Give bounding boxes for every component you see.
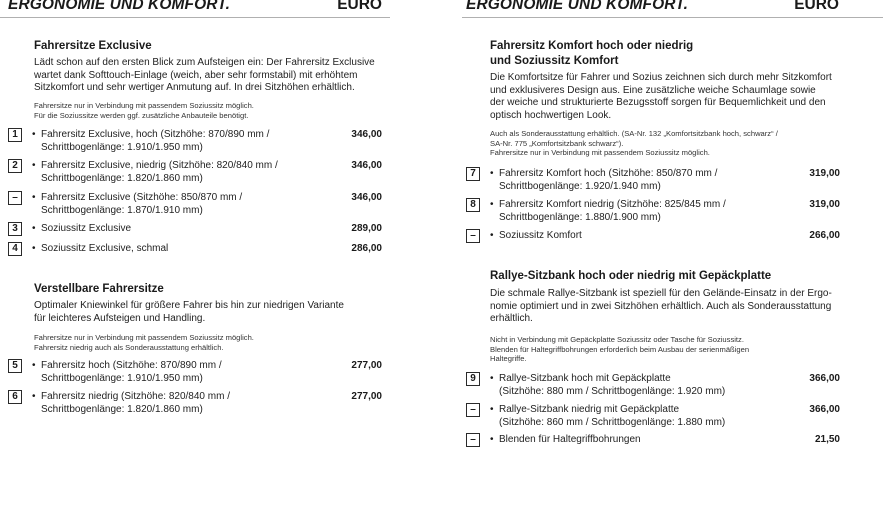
list-item: [466, 372, 840, 402]
item-price: 289,00: [351, 223, 382, 234]
bullet: •: [490, 404, 494, 415]
page-title: ERGONOMIE UND KOMFORT.: [8, 0, 231, 13]
right-column: [462, 0, 883, 445]
list-item: [466, 403, 840, 433]
section-note: Nicht in Verbindung mit Gepäckplatte Soziussitz oder Tasche für Soziussitz. Blenden für Haltegriffbohrungen erforderlich beim Ausbau der serienmäßigen Haltegriffe.: [490, 335, 750, 364]
bullet: •: [32, 243, 36, 254]
item-number-badge: –: [466, 229, 480, 243]
item-price: 277,00: [351, 360, 382, 371]
item-number-badge: 4: [8, 242, 22, 256]
bullet: •: [32, 192, 36, 203]
bullet: •: [32, 391, 36, 402]
list-item: [8, 191, 382, 221]
currency-label: EURO: [337, 0, 382, 13]
item-price: 366,00: [809, 373, 840, 384]
item-number-badge: 8: [466, 198, 480, 212]
section-description: Die Komfortsitze für Fahrer und Sozius zeichnen sich durch mehr Sitzkomfort und exklusiveres Design aus. Eine zusätzliche weiche Schaumlage sowie der weiche und strukturierte Bezugsstoff sorgen für Bequemlichkeit und den optisch hochwertigen Look.: [490, 72, 832, 121]
list-item: [8, 390, 382, 420]
item-description: Fahrersitz Exclusive, hoch (Sitzhöhe: 870/890 mm / Schrittbogenlänge: 1.910/1.950 mm): [41, 129, 270, 154]
item-number-badge: –: [466, 403, 480, 417]
item-price: 346,00: [351, 160, 382, 171]
item-number-badge: –: [466, 433, 480, 447]
item-description: Fahrersitz Komfort hoch (Sitzhöhe: 850/870 mm / Schrittbogenlänge: 1.920/1.940 mm): [499, 168, 718, 193]
bullet: •: [490, 168, 494, 179]
item-price: 277,00: [351, 391, 382, 402]
item-price: 319,00: [809, 168, 840, 179]
section-description: Die schmale Rallye-Sitzbank ist speziell für den Gelände-Einsatz in der Ergo- nomie optimiert und in zwei Sitzhöhen erhältlich. Auch als Sonderausstattung erhältlich.: [490, 288, 832, 325]
list-item: [466, 167, 840, 197]
bullet: •: [32, 223, 36, 234]
list-item: [466, 198, 840, 228]
item-price: 319,00: [809, 199, 840, 210]
bullet: •: [32, 129, 36, 140]
item-price: 21,50: [814, 434, 840, 445]
item-price: 346,00: [351, 192, 382, 203]
item-description: Fahrersitz hoch (Sitzhöhe: 870/890 mm / Schrittbogenlänge: 1.910/1.950 mm): [41, 360, 222, 385]
item-description: Fahrersitz Exclusive, niedrig (Sitzhöhe: 820/840 mm / Schrittbogenlänge: 1.820/1.860 mm): [41, 160, 278, 185]
item-description: Fahrersitz Komfort niedrig (Sitzhöhe: 825/845 mm / Schrittbogenlänge: 1.880/1.900 mm): [499, 199, 726, 224]
item-description: Fahrersitz niedrig (Sitzhöhe: 820/840 mm / Schrittbogenlänge: 1.820/1.860 mm): [41, 391, 230, 416]
item-price: 366,00: [809, 404, 840, 415]
section-title-rallye-sitzbank: Rallye-Sitzbank hoch oder niedrig mit Gepäckplatte: [490, 270, 772, 282]
bullet: •: [32, 160, 36, 171]
section-title-fahrersitze-exclusive: Fahrersitze Exclusive: [34, 40, 152, 52]
bullet: •: [490, 434, 494, 445]
item-description: Fahrersitz Exclusive (Sitzhöhe: 850/870 mm / Schrittbogenlänge: 1.870/1.910 mm): [41, 192, 243, 217]
bullet: •: [490, 230, 494, 241]
list-item: [8, 242, 382, 272]
item-number-badge: 5: [8, 359, 22, 373]
list-item: [466, 229, 840, 259]
section-description: Optimaler Kniewinkel für größere Fahrer bis hin zur niedrigen Variante für leichteres Aufsteigen und Handling.: [34, 300, 344, 324]
list-item: [8, 128, 382, 158]
left-column: [0, 0, 390, 416]
section-note: Auch als Sonderausstattung erhältlich. (SA-Nr. 132 „Komfortsitzbank hoch, schwarz“ / SA-Nr. 775 „Komfortsitzbank schwarz“). Fahrersitze nur in Verbindung mit passendem Soziussitz möglich.: [490, 129, 778, 158]
item-number-badge: 9: [466, 372, 480, 386]
currency-label-right: EURO: [794, 0, 839, 13]
section-note: Fahrersitze nur in Verbindung mit passendem Soziussitz möglich. Fahrersitz niedrig auch als Sonderausstattung erhältlich.: [34, 333, 254, 352]
item-number-badge: 1: [8, 128, 22, 142]
item-number-badge: 6: [8, 390, 22, 404]
item-description: Rallye-Sitzbank hoch mit Gepäckplatte (Sitzhöhe: 880 mm / Schrittbogenlänge: 1.920 mm): [499, 373, 726, 398]
item-price: 346,00: [351, 129, 382, 140]
item-description: Blenden für Haltegriffbohrungen: [499, 434, 641, 445]
list-item: [8, 359, 382, 389]
item-description: Rallye-Sitzbank niedrig mit Gepäckplatte (Sitzhöhe: 860 mm / Schrittbogenlänge: 1.880 mm): [499, 404, 726, 429]
left-header-bar: [0, 0, 390, 18]
item-number-badge: –: [8, 191, 22, 205]
list-item: [466, 433, 840, 463]
section-title-verstellbare-fahrersitze: Verstellbare Fahrersitze: [34, 283, 164, 295]
page-title-right: ERGONOMIE UND KOMFORT.: [466, 0, 689, 13]
bullet: •: [490, 199, 494, 210]
item-description: Soziussitz Exclusive: [41, 223, 132, 234]
list-item: [8, 159, 382, 189]
item-number-badge: 2: [8, 159, 22, 173]
section-description: Lädt schon auf den ersten Blick zum Aufsteigen ein: Der Fahrersitz Exclusive wartet dank Softtouch-Einlage (weich, aber sehr formstabil) mit erhöhtem Sitzkomfort und sehr wertiger Anmutung auf. In drei Sitzhöhen erhältlich.: [34, 57, 375, 94]
bullet: •: [32, 360, 36, 371]
section-title-fahrersitz-komfort: Fahrersitz Komfort hoch oder niedrig und Soziussitz Komfort: [490, 40, 694, 67]
item-price: 266,00: [809, 230, 840, 241]
section-note: Fahrersitze nur in Verbindung mit passendem Soziussitz möglich. Für die Soziussitze werden ggf. zusätzliche Anbauteile benötigt.: [34, 101, 254, 120]
item-description: Soziussitz Komfort: [499, 230, 582, 241]
item-description: Soziussitz Exclusive, schmal: [41, 243, 169, 254]
right-header-bar: [462, 0, 883, 18]
item-number-badge: 3: [8, 222, 22, 236]
item-number-badge: 7: [466, 167, 480, 181]
bullet: •: [490, 373, 494, 384]
item-price: 286,00: [351, 243, 382, 254]
